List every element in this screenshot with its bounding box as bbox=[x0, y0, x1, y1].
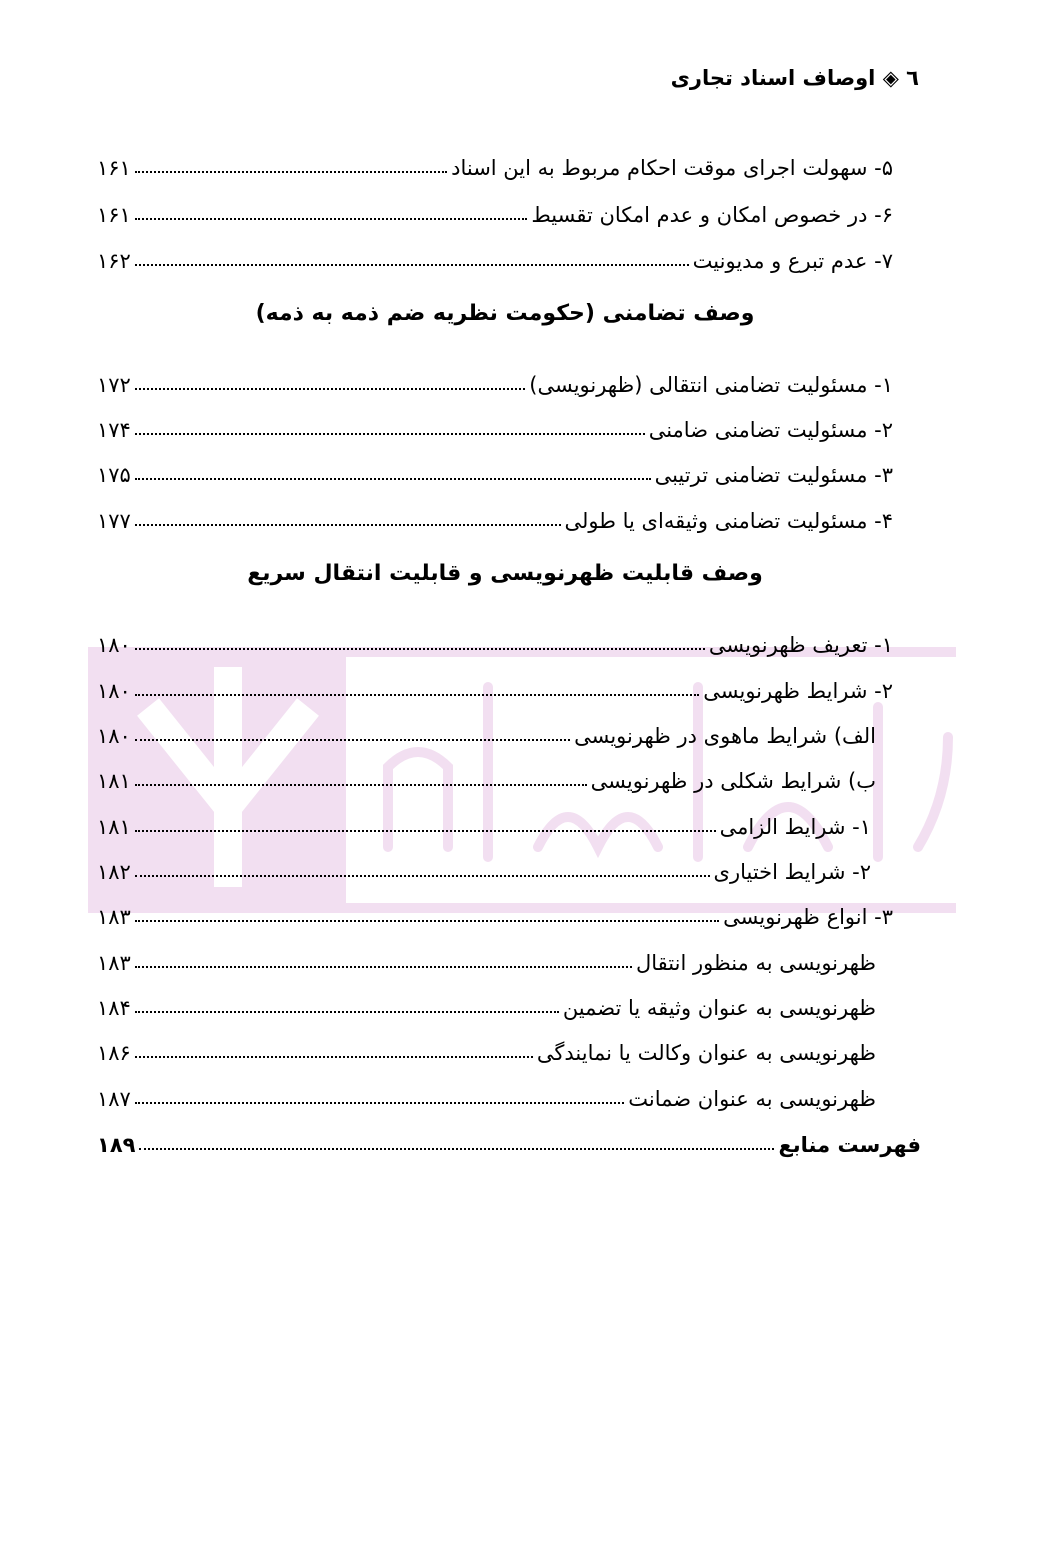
dot-leader bbox=[135, 1011, 559, 1013]
entry-page: ۱۶۲ bbox=[97, 249, 131, 273]
toc-entry[interactable] bbox=[97, 1077, 876, 1111]
dot-leader bbox=[135, 524, 561, 526]
entry-page: ۱۸۱ bbox=[97, 815, 131, 839]
toc-entry[interactable] bbox=[97, 941, 876, 975]
header-page-number: ٦ bbox=[906, 66, 919, 90]
entry-title: ب) شرایط شکلی در ظهرنویسی bbox=[590, 769, 876, 793]
dot-leader bbox=[135, 784, 587, 786]
toc-entry[interactable] bbox=[97, 805, 871, 839]
diamond-icon: ◈ bbox=[882, 66, 899, 90]
dot-leader bbox=[135, 739, 570, 741]
entry-page: ۱۷۷ bbox=[97, 509, 131, 533]
dot-leader bbox=[135, 966, 632, 968]
entry-title: ۱- مسئولیت تضامنی انتقالی (ظهرنویسی) bbox=[529, 373, 893, 397]
entry-title: فهرست منابع bbox=[778, 1133, 921, 1157]
toc-entry[interactable] bbox=[97, 453, 893, 487]
toc-entry[interactable] bbox=[97, 499, 893, 533]
toc-entry[interactable] bbox=[97, 623, 893, 657]
entry-title: الف) شرایط ماهوی در ظهرنویسی bbox=[574, 724, 876, 748]
entry-page: ۱۸۰ bbox=[97, 679, 131, 703]
entry-title: ظهرنویسی به عنوان وثیقه یا تضمین bbox=[562, 996, 876, 1020]
entry-page: ۱۸۹ bbox=[97, 1133, 136, 1157]
dot-leader bbox=[135, 171, 447, 173]
entry-page: ۱۸۲ bbox=[97, 860, 131, 884]
dot-leader bbox=[135, 218, 527, 220]
dot-leader bbox=[135, 694, 699, 696]
dot-leader bbox=[135, 920, 719, 922]
entry-page: ۱۷۴ bbox=[97, 418, 131, 442]
entry-page: ۱۸۱ bbox=[97, 769, 131, 793]
dot-leader bbox=[135, 433, 645, 435]
dot-leader bbox=[135, 875, 710, 877]
dot-leader bbox=[139, 1148, 774, 1150]
entry-title: ۳- مسئولیت تضامنی ترتیبی bbox=[654, 463, 893, 487]
entry-page: ۱۸۳ bbox=[97, 951, 131, 975]
entry-page: ۱۷۵ bbox=[97, 463, 131, 487]
section-heading: وصف تضامنی (حکومت نظریه ضم ذمه به ذمه) bbox=[255, 301, 755, 326]
toc-entry[interactable] bbox=[97, 363, 893, 397]
toc-entry[interactable] bbox=[97, 146, 893, 180]
toc-entry-references[interactable] bbox=[97, 1123, 921, 1157]
entry-page: ۱۸۴ bbox=[97, 996, 131, 1020]
entry-page: ۱۸۳ bbox=[97, 905, 131, 929]
running-header bbox=[671, 66, 919, 90]
dot-leader bbox=[135, 264, 689, 266]
dot-leader bbox=[135, 648, 705, 650]
toc-entry[interactable] bbox=[97, 669, 893, 703]
toc-entry[interactable] bbox=[97, 239, 893, 273]
entry-title: ۷- عدم تبرع و مدیونیت bbox=[692, 249, 893, 273]
entry-page: ۱۸۷ bbox=[97, 1087, 131, 1111]
entry-title: ظهرنویسی به عنوان وکالت یا نمایندگی bbox=[536, 1041, 876, 1065]
dot-leader bbox=[135, 388, 525, 390]
entry-title: ۴- مسئولیت تضامنی وثیقه‌ای یا طولی bbox=[564, 509, 893, 533]
entry-title: ۲- شرایط ظهرنویسی bbox=[703, 679, 893, 703]
entry-title: ۱- تعریف ظهرنویسی bbox=[708, 633, 893, 657]
entry-title: ۵- سهولت اجرای موقت احکام مربوط به این اسناد bbox=[451, 156, 893, 180]
toc-entry[interactable] bbox=[97, 193, 893, 227]
header-title: اوصاف اسناد تجاری bbox=[670, 66, 876, 90]
dot-leader bbox=[135, 1102, 624, 1104]
entry-title: ۲- شرایط اختیاری bbox=[713, 860, 871, 884]
entry-title: ۳- انواع ظهرنویسی bbox=[723, 905, 893, 929]
entry-page: ۱۸۶ bbox=[97, 1041, 131, 1065]
entry-page: ۱۸۰ bbox=[97, 633, 131, 657]
entry-title: ۱- شرایط الزامی bbox=[719, 815, 871, 839]
toc-entry[interactable] bbox=[97, 986, 876, 1020]
toc-entry[interactable] bbox=[97, 759, 876, 793]
section-heading: وصف قابلیت ظهرنویسی و قابلیت انتقال سریع bbox=[247, 561, 763, 586]
entry-page: ۱۷۲ bbox=[97, 373, 131, 397]
toc-entry[interactable] bbox=[97, 850, 871, 884]
dot-leader bbox=[135, 830, 716, 832]
toc-entry[interactable] bbox=[97, 895, 893, 929]
entry-page: ۱۸۰ bbox=[97, 724, 131, 748]
entry-title: ظهرنویسی به عنوان ضمانت bbox=[628, 1087, 876, 1111]
entry-title: ۶- در خصوص امکان و عدم امکان تقسیط bbox=[531, 203, 893, 227]
entry-title: ۲- مسئولیت تضامنی ضامنی bbox=[648, 418, 893, 442]
dot-leader bbox=[135, 478, 651, 480]
toc-entry[interactable] bbox=[97, 1031, 876, 1065]
dot-leader bbox=[135, 1056, 533, 1058]
entry-page: ۱۶۱ bbox=[97, 203, 131, 227]
toc-entry[interactable] bbox=[97, 714, 876, 748]
toc-entry[interactable] bbox=[97, 408, 893, 442]
entry-page: ۱۶۱ bbox=[97, 156, 131, 180]
entry-title: ظهرنویسی به منظور انتقال bbox=[636, 951, 876, 975]
